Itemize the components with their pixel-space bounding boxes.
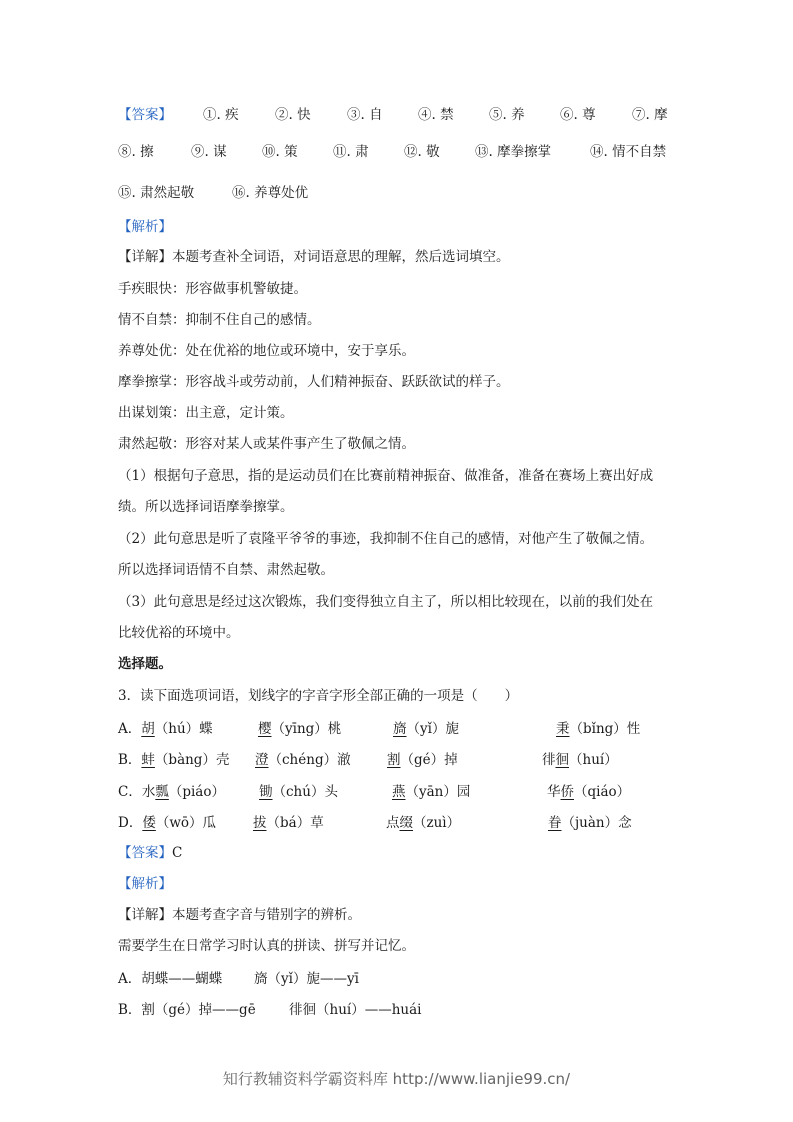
answer-item: ⑪. 肃 xyxy=(333,144,369,160)
question-text: 3．读下面选项词语，划线字的字音字形全部正确的一项是（ ） xyxy=(118,688,519,704)
definition-line: 情不自禁：抑制不住自己的感情。 xyxy=(118,312,321,328)
word-suffix: （gé）掉 xyxy=(400,752,458,768)
answer-item: ④. 禁 xyxy=(418,107,454,123)
word-suffix: （yān）园 xyxy=(405,784,471,800)
word-prefix: 徘 xyxy=(542,752,556,768)
word-prefix: B． xyxy=(118,752,142,768)
definition-line: 肃然起敬：形容对某人或某件事产生了敬佩之情。 xyxy=(118,436,415,452)
detail-tag: 【详解】 xyxy=(118,907,172,923)
explain-paragraph-3b: 比较优裕的环境中。 xyxy=(118,625,240,641)
detail-text: 本题考查字音与错别字的辨析。 xyxy=(172,907,361,923)
option-a-word xyxy=(118,717,213,737)
underlined-char: 胡 xyxy=(141,721,155,737)
word-suffix: （bá）草 xyxy=(266,815,324,831)
explain-paragraph-3a: （3）此句意思是经过这次锻炼，我们变得独立自主了，所以相比较现在，以前的我们处在 xyxy=(118,594,654,610)
answer-item: ⑦. 摩 xyxy=(632,107,668,123)
word-suffix: （chéng）澈 xyxy=(268,752,351,768)
footer-watermark: 知行教辅资料学霸资料库 http://www.lianjie99.cn/ xyxy=(222,1070,571,1088)
answer-line-2 xyxy=(118,843,703,863)
answer-tag: 【答案】 xyxy=(118,107,172,123)
definition-line: 养尊处优：处在优裕的地位或环境中，安于享乐。 xyxy=(118,343,415,359)
section-title: 选择题。 xyxy=(118,656,172,672)
underlined-char: 眷 xyxy=(548,815,562,831)
underlined-char: 燕 xyxy=(392,784,406,800)
answer-item: ⑮. 肃然起敬 xyxy=(118,185,195,201)
answer-item: ⑥. 尊 xyxy=(560,107,596,123)
answer-item: ⑫. 敬 xyxy=(404,144,440,160)
answer-item: ⑬. 摩拳擦掌 xyxy=(475,144,552,160)
detail-line xyxy=(118,905,703,925)
option-a-word xyxy=(556,717,640,737)
answer-item: ⑭. 情不自禁 xyxy=(590,144,667,160)
underlined-char: 徊 xyxy=(555,752,569,768)
answer-item: ①. 疾 xyxy=(203,107,239,123)
answer-item: ⑨. 谋 xyxy=(191,144,227,160)
option-c-word xyxy=(118,780,225,800)
word-suffix: （wō）瓜 xyxy=(155,815,217,831)
option-b-word xyxy=(542,748,618,768)
option-b-word xyxy=(255,748,351,768)
underlined-char: 瓢 xyxy=(155,784,169,800)
definition-line: 摩拳擦掌：形容战斗或劳动前，人们精神振奋、跃跃欲试的样子。 xyxy=(118,374,510,390)
word-suffix: （yǐ）旎 xyxy=(406,721,459,737)
underlined-char: 割 xyxy=(387,752,401,768)
word-suffix: （hú）蝶 xyxy=(154,721,213,737)
option-c-word xyxy=(259,780,338,800)
word-suffix: （bàng）壳 xyxy=(154,752,230,768)
word-prefix: D． xyxy=(118,815,143,831)
option-b-word xyxy=(118,748,229,768)
option-d-word xyxy=(548,811,632,831)
answer-tag: 【答案】 xyxy=(118,845,172,861)
answer-item: ②. 快 xyxy=(275,107,311,123)
explain-line: 需要学生在日常学习时认真的拼读、拼写并记忆。 xyxy=(118,938,415,954)
explain-paragraph-2a: （2）此句意思是听了袁隆平爷爷的事迹，我抑制不住自己的感情，对他产生了敬佩之情。 xyxy=(118,531,654,547)
correction-b-1: B．割（gé）掉——gē xyxy=(118,1002,256,1018)
underlined-char: 樱 xyxy=(258,721,272,737)
word-suffix: （qiáo） xyxy=(574,784,631,800)
word-prefix: C．水 xyxy=(118,784,156,800)
word-prefix: 华 xyxy=(547,784,561,800)
detail-text: 本题考查补全词语，对词语意思的理解，然后选词填空。 xyxy=(172,249,510,265)
answer-item: ⑧. 擦 xyxy=(118,144,154,160)
analysis-tag: 【解析】 xyxy=(118,876,172,892)
answer-item: ⑯. 养尊处优 xyxy=(232,185,309,201)
definition-line: 手疾眼快：形容做事机警敏捷。 xyxy=(118,281,307,297)
word-suffix: （yīng）桃 xyxy=(271,721,342,737)
explain-paragraph-1b: 绩。所以选择词语摩拳擦掌。 xyxy=(118,499,294,515)
underlined-char: 拔 xyxy=(253,815,267,831)
word-prefix: 点 xyxy=(386,815,400,831)
option-b-word xyxy=(387,748,458,768)
detail-tag: 【详解】 xyxy=(118,249,172,265)
word-prefix: A． xyxy=(118,721,142,737)
underlined-char: 锄 xyxy=(259,784,273,800)
explain-paragraph-2b: 所以选择词语情不自禁、肃然起敬。 xyxy=(118,562,334,578)
option-c-word xyxy=(547,780,630,800)
option-a-word xyxy=(393,717,459,737)
explain-paragraph-1a: （1）根据句子意思，指的是运动员们在比赛前精神振奋、做准备，准备在赛场上赛出好成 xyxy=(118,468,654,484)
word-suffix: （chú）头 xyxy=(272,784,338,800)
option-a-word xyxy=(258,717,341,737)
option-c-word xyxy=(392,780,470,800)
definition-line: 出谋划策：出主意，定计策。 xyxy=(118,405,294,421)
correction-a-1: A．胡蝶——蝴蝶 xyxy=(118,971,223,987)
answer-item: ⑤. 养 xyxy=(489,107,525,123)
word-suffix: （juàn）念 xyxy=(561,815,632,831)
detail-line xyxy=(118,247,703,267)
option-d-word xyxy=(386,811,460,831)
analysis-tag: 【解析】 xyxy=(118,219,172,235)
underlined-char: 蚌 xyxy=(141,752,155,768)
correction-a-2: 旖（yǐ）旎——yī xyxy=(254,971,359,987)
word-suffix: （piáo） xyxy=(168,784,225,800)
word-suffix: （huí） xyxy=(569,752,618,768)
option-d-word xyxy=(118,811,216,831)
word-suffix: （zuì） xyxy=(413,815,461,831)
word-suffix: （bǐng）性 xyxy=(569,721,641,737)
underlined-char: 旖 xyxy=(393,721,407,737)
option-d-word xyxy=(253,811,324,831)
answer-value: C xyxy=(172,845,183,861)
underlined-char: 缀 xyxy=(399,815,413,831)
underlined-char: 倭 xyxy=(142,815,156,831)
answer-item: ③. 自 xyxy=(347,107,383,123)
underlined-char: 侨 xyxy=(560,784,574,800)
underlined-char: 澄 xyxy=(255,752,269,768)
correction-b-2: 徘徊（huí）——huái xyxy=(289,1002,422,1018)
answer-item: ⑩. 策 xyxy=(262,144,298,160)
underlined-char: 秉 xyxy=(556,721,570,737)
